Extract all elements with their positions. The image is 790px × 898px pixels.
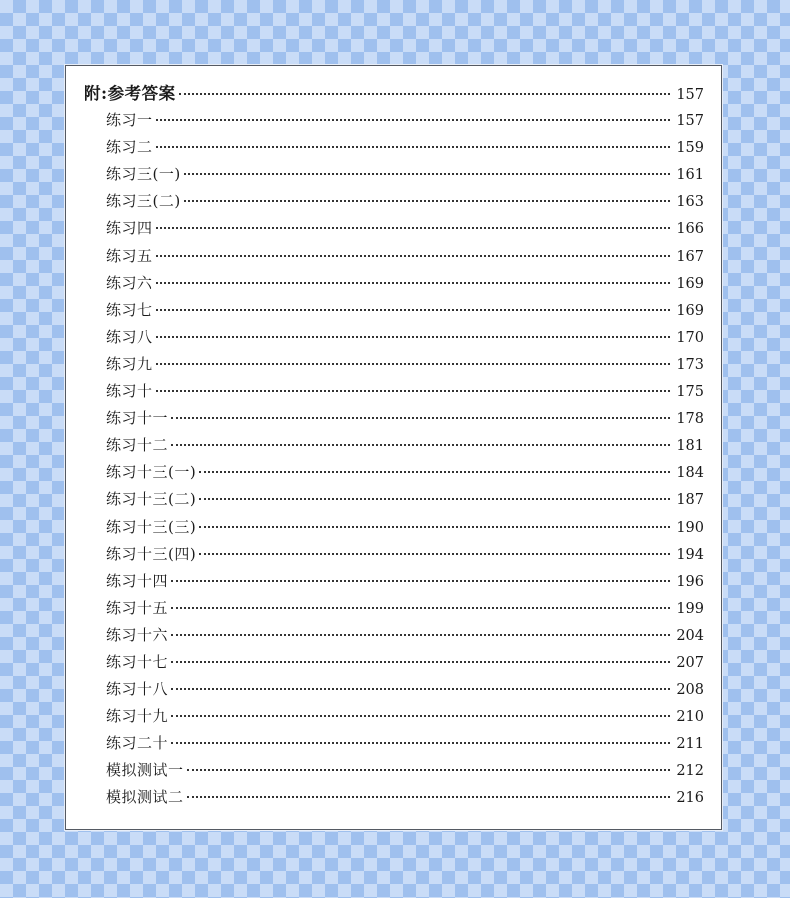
toc-entry-page: 216 (676, 790, 704, 807)
leader-dots (156, 227, 670, 229)
leader-dots (171, 661, 670, 663)
leader-dots (156, 390, 670, 392)
toc-entry-row (84, 595, 704, 622)
toc-entry-page: 184 (676, 465, 704, 482)
leader-dots (171, 607, 670, 609)
toc-entry-row (84, 676, 704, 703)
leader-dots (199, 526, 670, 528)
leader-dots (171, 742, 670, 744)
leader-dots (171, 417, 670, 419)
leader-dots (199, 553, 670, 555)
toc-entry-page: 204 (676, 627, 704, 644)
leader-dots (184, 200, 670, 202)
toc-entry-label: 模拟测试二 (106, 788, 184, 807)
toc-entry-row (84, 297, 704, 324)
toc-entry-row (84, 134, 704, 161)
toc-entry-label: 练习十四 (106, 571, 169, 590)
leader-dots (156, 336, 670, 338)
toc-entry-row (84, 107, 704, 134)
toc-entry-row (84, 188, 704, 215)
toc-entry-label: 练习五 (106, 246, 153, 265)
toc-entry-row (84, 378, 704, 405)
toc-entry-label: 练习十三(三) (106, 517, 197, 536)
leader-dots (171, 688, 670, 690)
toc-entry-page: 159 (676, 140, 704, 157)
leader-dots (199, 471, 670, 473)
toc-entry-page: 157 (676, 113, 704, 130)
toc-entry-label: 练习十 (106, 382, 153, 401)
toc-entry-row (84, 215, 704, 242)
toc-entry-row (84, 703, 704, 730)
toc-entry-page: 170 (676, 329, 704, 346)
toc-entry-row (84, 541, 704, 568)
toc-heading-page: 157 (676, 87, 704, 103)
toc-entry-label: 练习十八 (106, 680, 169, 699)
leader-dots (171, 634, 670, 636)
toc-page (65, 65, 722, 830)
toc-entry-row (84, 730, 704, 757)
toc-entry-row (84, 486, 704, 513)
toc-entry-row (84, 324, 704, 351)
toc-entry-label: 练习三(一) (106, 165, 181, 184)
leader-dots (171, 580, 670, 582)
table-of-contents (84, 80, 704, 812)
toc-entry-row (84, 784, 704, 811)
toc-entry-page: 194 (676, 546, 704, 563)
toc-entry-page: 163 (676, 194, 704, 211)
leader-dots (187, 796, 670, 798)
toc-entry-label: 练习十六 (106, 625, 169, 644)
toc-entry-page: 169 (676, 275, 704, 292)
toc-entry-label: 练习十三(二) (106, 490, 197, 509)
leader-dots (199, 498, 670, 500)
toc-entry-label: 练习八 (106, 327, 153, 346)
toc-entry-page: 187 (676, 492, 704, 509)
toc-entry-label: 练习二 (106, 138, 153, 157)
toc-entry-page: 199 (676, 600, 704, 617)
toc-entry-row (84, 649, 704, 676)
leader-dots (171, 444, 670, 446)
toc-entry-row (84, 405, 704, 432)
toc-entry-label: 模拟测试一 (106, 761, 184, 780)
leader-dots (156, 255, 670, 257)
toc-entry-page: 212 (676, 763, 704, 780)
toc-entry-label: 练习十二 (106, 436, 169, 455)
toc-entry-page: 196 (676, 573, 704, 590)
toc-entry-row (84, 568, 704, 595)
toc-entry-label: 练习十七 (106, 652, 169, 671)
toc-entry-row (84, 757, 704, 784)
toc-entry-label: 练习一 (106, 111, 153, 130)
leader-dots (156, 146, 670, 148)
toc-entry-row (84, 622, 704, 649)
toc-entry-label: 练习十三(四) (106, 544, 197, 563)
toc-heading-label: 附:参考答案 (84, 84, 176, 103)
toc-entry-row (84, 270, 704, 297)
leader-dots (156, 119, 670, 121)
toc-entry-page: 190 (676, 519, 704, 536)
toc-entries (84, 107, 704, 811)
leader-dots (156, 282, 670, 284)
toc-entry-label: 练习十五 (106, 598, 169, 617)
toc-entry-page: 211 (676, 736, 704, 753)
toc-entry-row (84, 514, 704, 541)
toc-entry-page: 161 (676, 167, 704, 184)
toc-entry-label: 练习七 (106, 300, 153, 319)
toc-entry-label: 练习十三(一) (106, 463, 197, 482)
toc-entry-label: 练习九 (106, 354, 153, 373)
toc-entry-label: 练习四 (106, 219, 153, 238)
toc-entry-page: 173 (676, 356, 704, 373)
toc-entry-label: 练习二十 (106, 734, 169, 753)
leader-dots (171, 715, 670, 717)
toc-entry-page: 208 (676, 682, 704, 699)
toc-entry-row (84, 351, 704, 378)
toc-entry-page: 166 (676, 221, 704, 238)
toc-entry-row (84, 459, 704, 486)
toc-entry-page: 167 (676, 248, 704, 265)
leader-dots (179, 93, 670, 95)
toc-entry-label: 练习六 (106, 273, 153, 292)
toc-entry-page: 181 (676, 438, 704, 455)
toc-entry-page: 175 (676, 384, 704, 401)
toc-entry-page: 210 (676, 709, 704, 726)
leader-dots (187, 769, 670, 771)
toc-entry-row (84, 243, 704, 270)
leader-dots (156, 309, 670, 311)
toc-entry-page: 178 (676, 411, 704, 428)
toc-entry-page: 169 (676, 302, 704, 319)
leader-dots (156, 363, 670, 365)
toc-entry-row (84, 161, 704, 188)
toc-entry-label: 练习十一 (106, 409, 169, 428)
toc-entry-page: 207 (676, 654, 704, 671)
toc-entry-label: 练习十九 (106, 707, 169, 726)
toc-entry-row (84, 432, 704, 459)
toc-entry-label: 练习三(二) (106, 192, 181, 211)
toc-heading-row (84, 80, 704, 107)
leader-dots (184, 173, 670, 175)
